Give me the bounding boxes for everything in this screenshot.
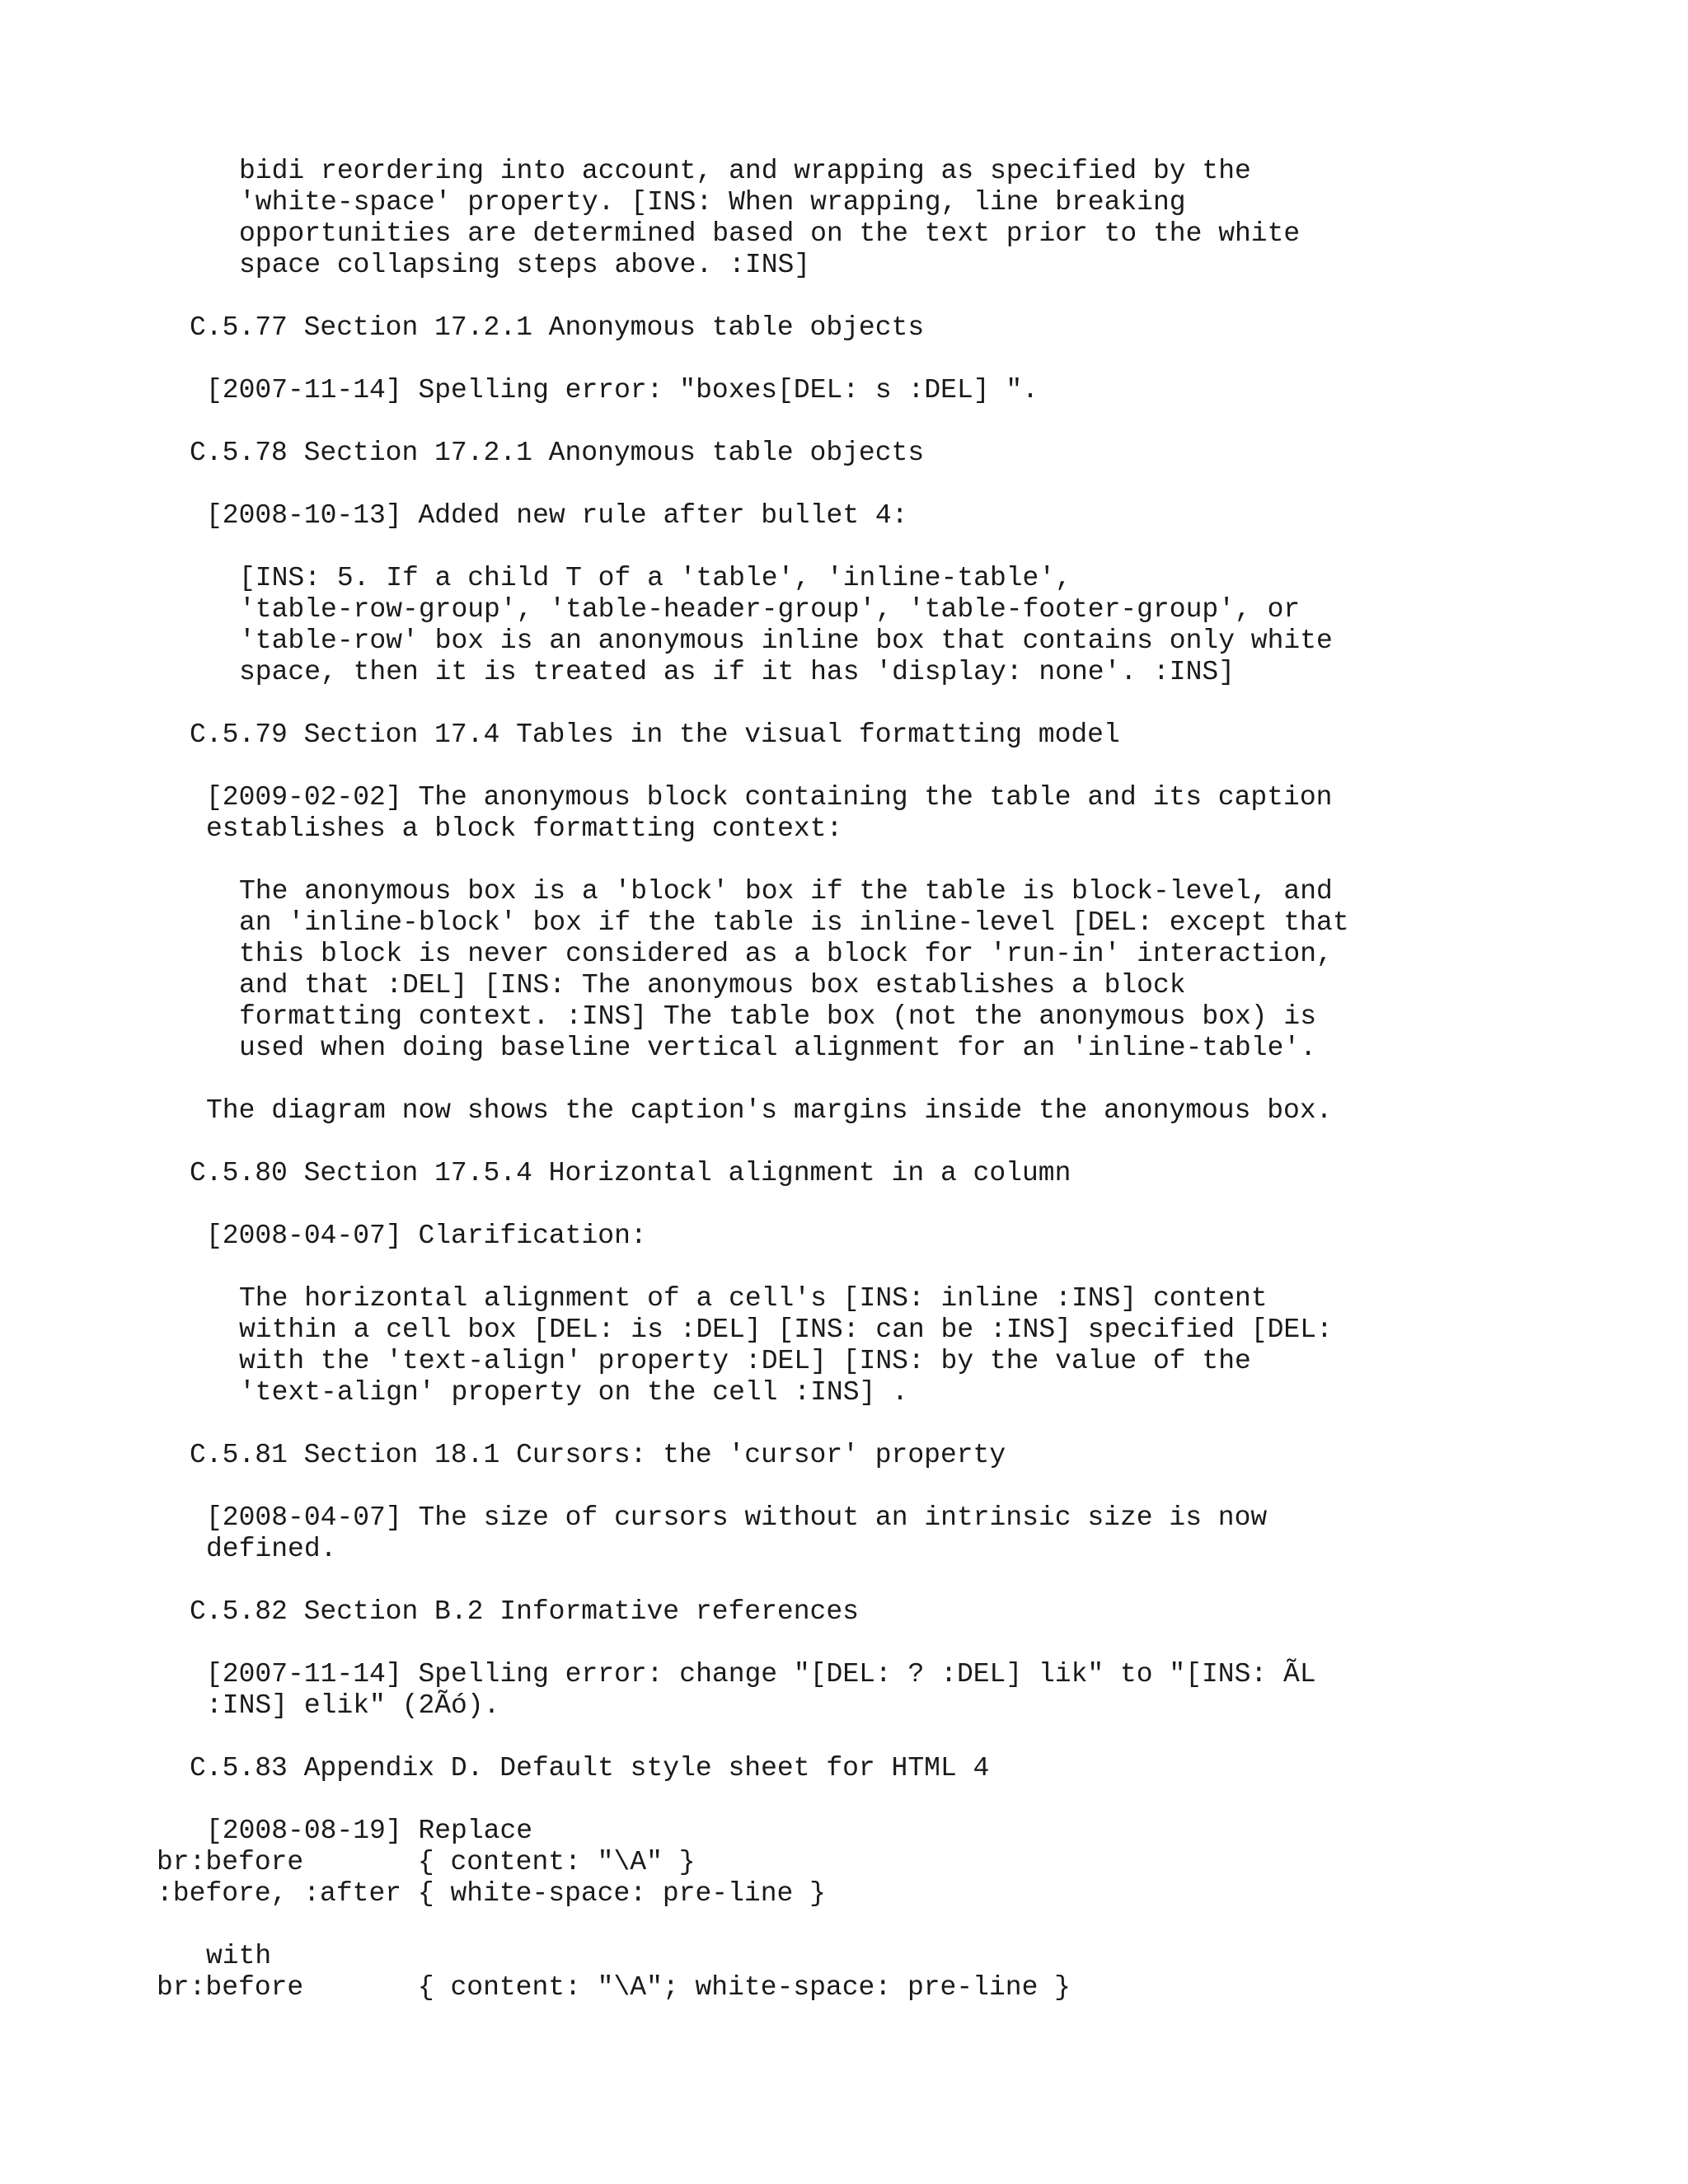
errata-entry: [2009-02-02] The anonymous block containing the table and its caption [206, 782, 1333, 813]
quote-line: 'table-row' box is an anonymous inline box that contains only white [239, 626, 1333, 656]
errata-entry: :INS] elik" (2Ãó). [206, 1690, 500, 1721]
paragraph-line: opportunities are determined based on the text prior to the white [239, 218, 1301, 249]
section-heading-c579: C.5.79 Section 17.4 Tables in the visual formatting model [190, 719, 1120, 750]
errata-entry: [2008-04-07] Clarification: [206, 1221, 647, 1251]
section-heading-c578: C.5.78 Section 17.2.1 Anonymous table objects [190, 438, 925, 468]
quote-line: [INS: 5. If a child T of a 'table', 'inline-table', [239, 563, 1071, 593]
quote-line: within a cell box [DEL: is :DEL] [INS: can be :INS] specified [DEL: [239, 1315, 1333, 1345]
section-heading-c582: C.5.82 Section B.2 Informative references [190, 1596, 859, 1627]
quote-line: space, then it is treated as if it has 'display: none'. :INS] [239, 657, 1235, 687]
quote-line: an 'inline-block' box if the table is inline-level [DEL: except that [239, 907, 1349, 938]
quote-line: and that :DEL] [INS: The anonymous box establishes a block [239, 970, 1186, 1001]
errata-note: The diagram now shows the caption's margins inside the anonymous box. [206, 1095, 1333, 1126]
quote-line: this block is never considered as a block for 'run-in' interaction, [239, 939, 1333, 969]
code-line: br:before { content: "\A" } [157, 1847, 696, 1877]
quote-line: formatting context. :INS] The table box (not the anonymous box) is [239, 1001, 1317, 1032]
errata-entry: [2008-04-07] The size of cursors without an intrinsic size is now [206, 1502, 1268, 1533]
with-label: with [206, 1941, 272, 1971]
section-heading-c581: C.5.81 Section 18.1 Cursors: the 'cursor' property [190, 1440, 1006, 1470]
errata-entry: defined. [206, 1534, 337, 1564]
errata-entry: [2007-11-14] Spelling error: change "[DEL: ? :DEL] lik" to "[INS: ÃL [206, 1659, 1316, 1690]
code-line: :before, :after { white-space: pre-line } [157, 1878, 826, 1909]
section-heading-c583: C.5.83 Appendix D. Default style sheet for HTML 4 [190, 1753, 990, 1783]
section-heading-c577: C.5.77 Section 17.2.1 Anonymous table objects [190, 312, 925, 343]
errata-entry: [2008-10-13] Added new rule after bullet 4: [206, 500, 908, 531]
section-heading-c580: C.5.80 Section 17.5.4 Horizontal alignment in a column [190, 1158, 1071, 1188]
quote-line: 'table-row-group', 'table-header-group', 'table-footer-group', or [239, 594, 1301, 625]
quote-line: The horizontal alignment of a cell's [INS: inline :INS] content [239, 1283, 1268, 1314]
quote-line: The anonymous box is a 'block' box if the table is block-level, and [239, 876, 1333, 907]
code-line: br:before { content: "\A"; white-space: pre-line } [157, 1972, 1071, 2003]
quote-line: used when doing baseline vertical alignment for an 'inline-table'. [239, 1033, 1317, 1063]
errata-entry: [2007-11-14] Spelling error: "boxes[DEL: s :DEL] ". [206, 375, 1039, 405]
quote-line: with the 'text-align' property :DEL] [INS: by the value of the [239, 1346, 1251, 1376]
paragraph-line: 'white-space' property. [INS: When wrapping, line breaking [239, 187, 1186, 218]
paragraph-line: bidi reordering into account, and wrapping as specified by the [239, 156, 1251, 186]
errata-entry: establishes a block formatting context: [206, 813, 843, 844]
errata-entry: [2008-08-19] Replace [206, 1816, 533, 1846]
quote-line: 'text-align' property on the cell :INS] . [239, 1377, 908, 1408]
paragraph-line: space collapsing steps above. :INS] [239, 250, 811, 280]
